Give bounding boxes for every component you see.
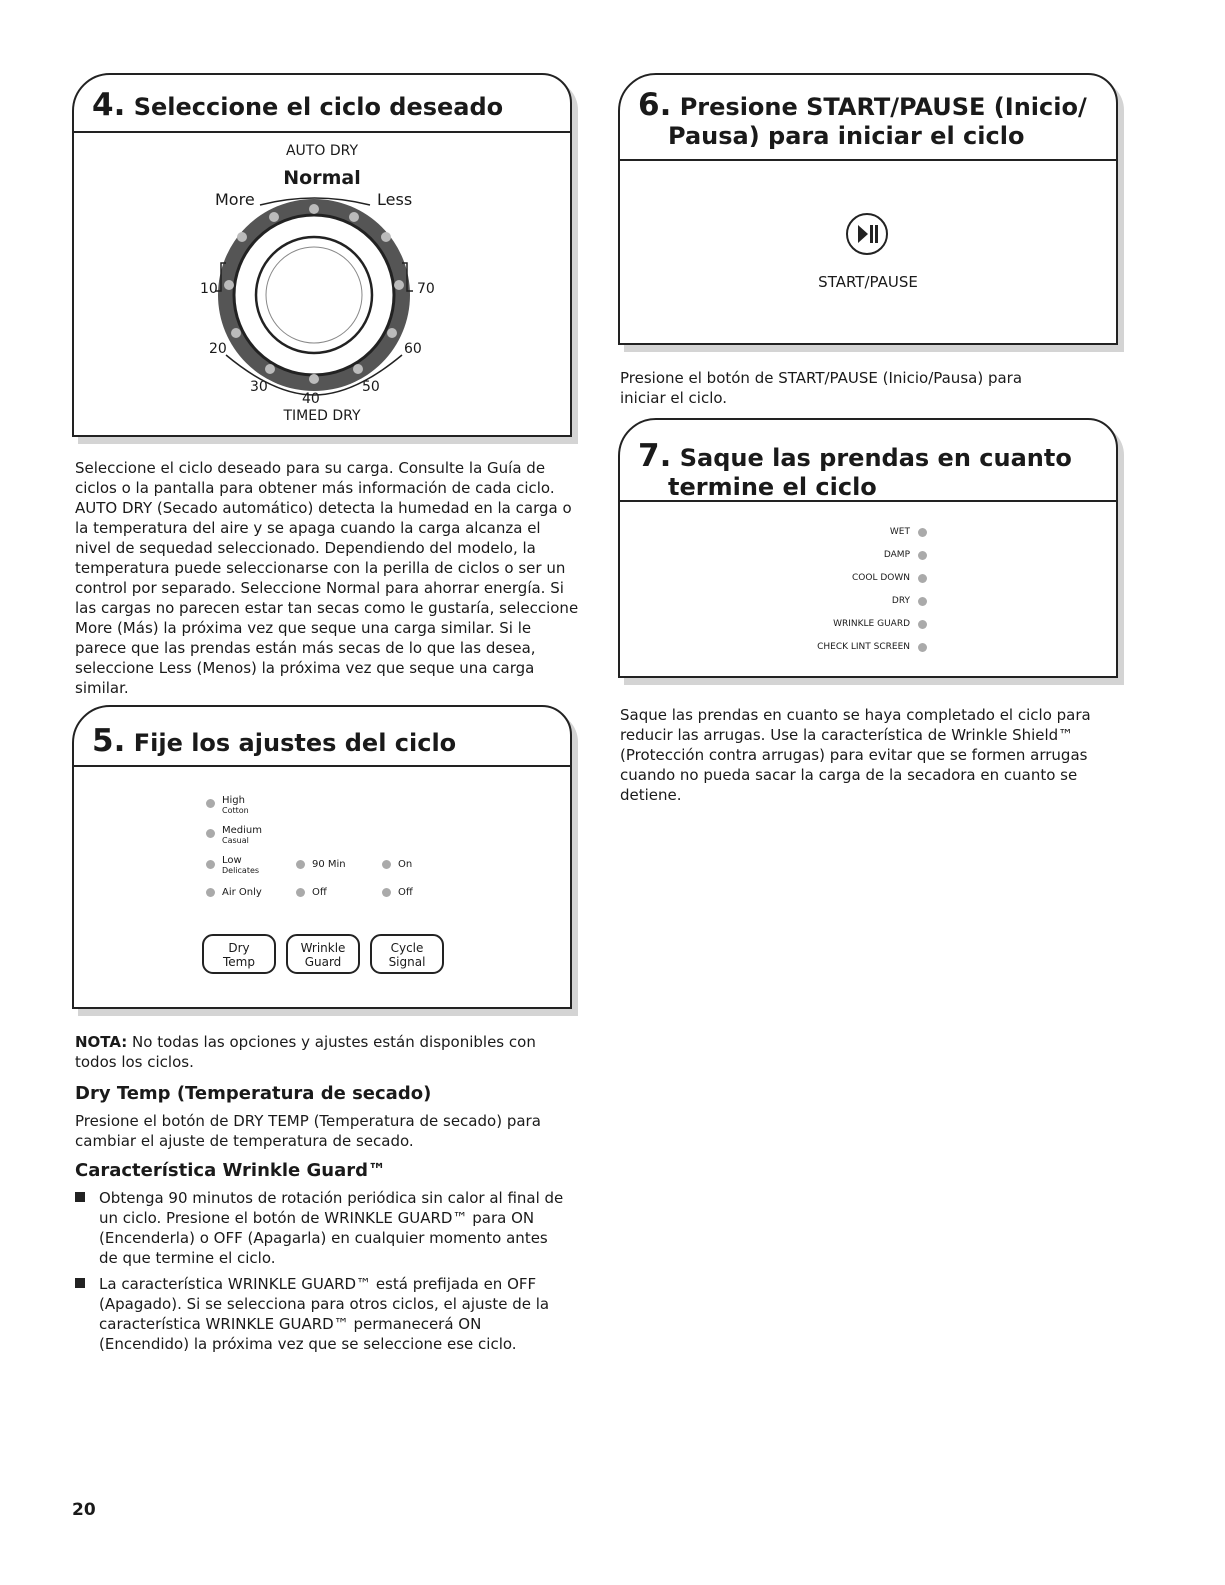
- start-pause-button[interactable]: [846, 213, 888, 255]
- step7-title-line2: termine el ciclo: [668, 473, 877, 501]
- step6-description: Presione el botón de START/PAUSE (Inicio/Pausa) para iniciar el ciclo.: [620, 369, 1023, 407]
- signal-off-indicator-icon: [382, 888, 391, 897]
- low-sublabel: Delicates: [222, 866, 260, 875]
- dry-temp-text: Presione el botón de DRY TEMP (Temperatura de secado) para cambiar el ajuste de temperatura de secado.: [75, 1112, 541, 1150]
- air-only-indicator-icon: [206, 888, 215, 897]
- dry-temp-line2: Temp: [223, 955, 255, 969]
- wrinkle-guard-bullet-1: [75, 1188, 565, 1268]
- dial-60-label: 60: [404, 341, 422, 357]
- wrinkle-guard-line1: Wrinkle: [300, 941, 346, 955]
- dial-40-label: 40: [302, 391, 320, 407]
- status-wrinkle-guard-label: WRINKLE GUARD: [833, 619, 910, 629]
- high-option: [222, 795, 249, 815]
- step6-box: [618, 73, 1118, 345]
- dry-temp-heading: Dry Temp (Temperatura de secado): [75, 1083, 432, 1104]
- cycle-knob-icon: [74, 133, 570, 433]
- 90min-label: 90 Min: [312, 859, 346, 870]
- status-check-lint-label: CHECK LINT SCREEN: [817, 642, 910, 652]
- low-option: [222, 855, 259, 875]
- step7-box: [618, 418, 1118, 678]
- timed-dry-label: TIMED DRY: [283, 408, 361, 424]
- wrinkle-guard-button[interactable]: [286, 934, 360, 974]
- less-label: Less: [377, 190, 413, 209]
- signal-on-indicator-icon: [382, 860, 391, 869]
- high-label: High: [222, 795, 245, 806]
- status-damp-label: DAMP: [883, 550, 910, 560]
- signal-on-label: On: [398, 859, 413, 870]
- air-only-label: Air Only: [222, 887, 262, 898]
- step5-header: [74, 707, 570, 767]
- step5-title: [92, 723, 550, 759]
- dial-70-label: 70: [417, 281, 435, 297]
- start-pause-illustration: [620, 161, 1116, 341]
- wrinkle-guard-line2: Guard: [304, 955, 342, 969]
- step7-description: Saque las prendas en cuanto se haya completado el ciclo para reducir las arrugas. Use la característica de Wrinkle Shield™ (Protección contra arrugas) para evitar que se formen arrugas cuando no pueda sacar la carga de la secadora en cuanto se detiene.: [620, 706, 1091, 804]
- signal-off-label: Off: [398, 887, 413, 898]
- step5-box: [72, 705, 572, 1009]
- cooldown-indicator-icon: [918, 574, 927, 583]
- dial-30-label: 30: [250, 379, 268, 395]
- dial-20-label: 20: [209, 341, 227, 357]
- low-indicator-icon: [206, 860, 215, 869]
- nota-text: No todas las opciones y ajustes están disponibles con todos los ciclos.: [75, 1033, 536, 1071]
- step4-title: [92, 87, 550, 123]
- step4-header: [74, 75, 570, 133]
- medium-indicator-icon: [206, 829, 215, 838]
- step7-title-line1: Saque las prendas en cuanto: [679, 444, 1072, 472]
- status-lights-illustration: [620, 502, 1116, 674]
- step6-title-line2: Pausa) para iniciar el ciclo: [668, 122, 1025, 150]
- step5-number: 5.: [92, 723, 126, 759]
- step6-header: [620, 75, 1116, 161]
- status-dry-label: DRY: [891, 596, 910, 606]
- cycle-signal-line1: Cycle: [390, 941, 424, 955]
- dry-temp-button[interactable]: [202, 934, 276, 974]
- start-pause-label: START/PAUSE: [818, 273, 918, 291]
- wrinkle-guard-bullet-1-text: Obtenga 90 minutos de rotación periódica sin calor al final de un ciclo. Presione el botón de WRINKLE GUARD™ para ON (Encenderla) o OFF (Apagarla) en cualquier momento antes de que termine el ciclo.: [99, 1189, 564, 1267]
- cycle-signal-button[interactable]: [370, 934, 444, 974]
- nota-label: NOTA:: [75, 1033, 128, 1051]
- status-cooldown-label: COOL DOWN: [852, 573, 910, 583]
- step7-header: [620, 420, 1116, 502]
- step6-number: 6.: [638, 87, 672, 123]
- dial-50-label: 50: [362, 379, 380, 395]
- wrinkle-guard-indicator-icon: [918, 620, 927, 629]
- step4-description: Seleccione el ciclo deseado para su carga. Consulte la Guía de ciclos o la pantalla para obtener más información de cada ciclo. AUTO DRY (Secado automático) detecta la humedad en la carga o la temperatura del aire y se apaga cuando la carga alcanza el nivel de sequedad seleccionado. Dependiendo del modelo, la temperatura puede seleccionarse con la perilla de ciclos o ser un control por separado. Seleccione Normal para ahorrar energía. Si las cargas no parecen estar tan secas como le gustaría, seleccione More (Más) la próxima vez que seque una carga similar. Si le parece que las prendas están más secas de lo que las desea, seleccione Less (Menos) la próxima vez que seque una carga similar.: [75, 459, 579, 697]
- bullet-square-icon: [75, 1192, 85, 1202]
- auto-dry-label: AUTO DRY: [285, 143, 358, 159]
- step6-title-line1: Presione START/PAUSE (Inicio/: [679, 93, 1087, 121]
- check-lint-indicator-icon: [918, 643, 927, 652]
- step7-number: 7.: [638, 438, 672, 474]
- status-wet-label: WET: [889, 527, 910, 537]
- wrinkle-off-label: Off: [312, 887, 327, 898]
- dry-temp-line1: Dry: [228, 941, 250, 955]
- dry-indicator-icon: [918, 597, 927, 606]
- wrinkle-guard-bullet-2: [75, 1274, 565, 1354]
- more-label: More: [215, 190, 255, 209]
- page-number: 20: [72, 1500, 96, 1520]
- step4-box: [72, 73, 572, 437]
- low-label: Low: [222, 855, 242, 866]
- wrinkle-guard-heading: Característica Wrinkle Guard™: [75, 1160, 386, 1181]
- step5-title-text: Fije los ajustes del ciclo: [133, 729, 457, 757]
- normal-label: Normal: [283, 167, 361, 189]
- damp-indicator-icon: [918, 551, 927, 560]
- medium-label: Medium: [222, 825, 262, 836]
- cycle-dial-illustration: [74, 133, 570, 433]
- control-panel-illustration: [74, 767, 570, 1005]
- step6-title: [638, 87, 1096, 151]
- step4-title-text: Seleccione el ciclo deseado: [133, 93, 504, 121]
- nota-paragraph: [75, 1032, 565, 1072]
- high-indicator-icon: [206, 799, 215, 808]
- cycle-signal-line2: Signal: [388, 955, 426, 969]
- dial-10-label: 10: [200, 281, 218, 297]
- play-pause-icon: [848, 215, 886, 253]
- bullet-square-icon: [75, 1278, 85, 1288]
- step4-number: 4.: [92, 87, 126, 123]
- medium-option: [222, 825, 262, 845]
- wrinkle-guard-bullet-2-text: La característica WRINKLE GUARD™ está prefijada en OFF (Apagado). Si se selecciona para otros ciclos, el ajuste de la característica WRINKLE GUARD™ permanecerá ON (Encendido) la próxima vez que se seleccione ese ciclo.: [99, 1275, 550, 1353]
- step7-title: [638, 438, 1096, 502]
- wrinkle-off-indicator-icon: [296, 888, 305, 897]
- medium-sublabel: Casual: [222, 836, 249, 845]
- wet-indicator-icon: [918, 528, 927, 537]
- 90min-indicator-icon: [296, 860, 305, 869]
- high-sublabel: Cotton: [222, 806, 249, 815]
